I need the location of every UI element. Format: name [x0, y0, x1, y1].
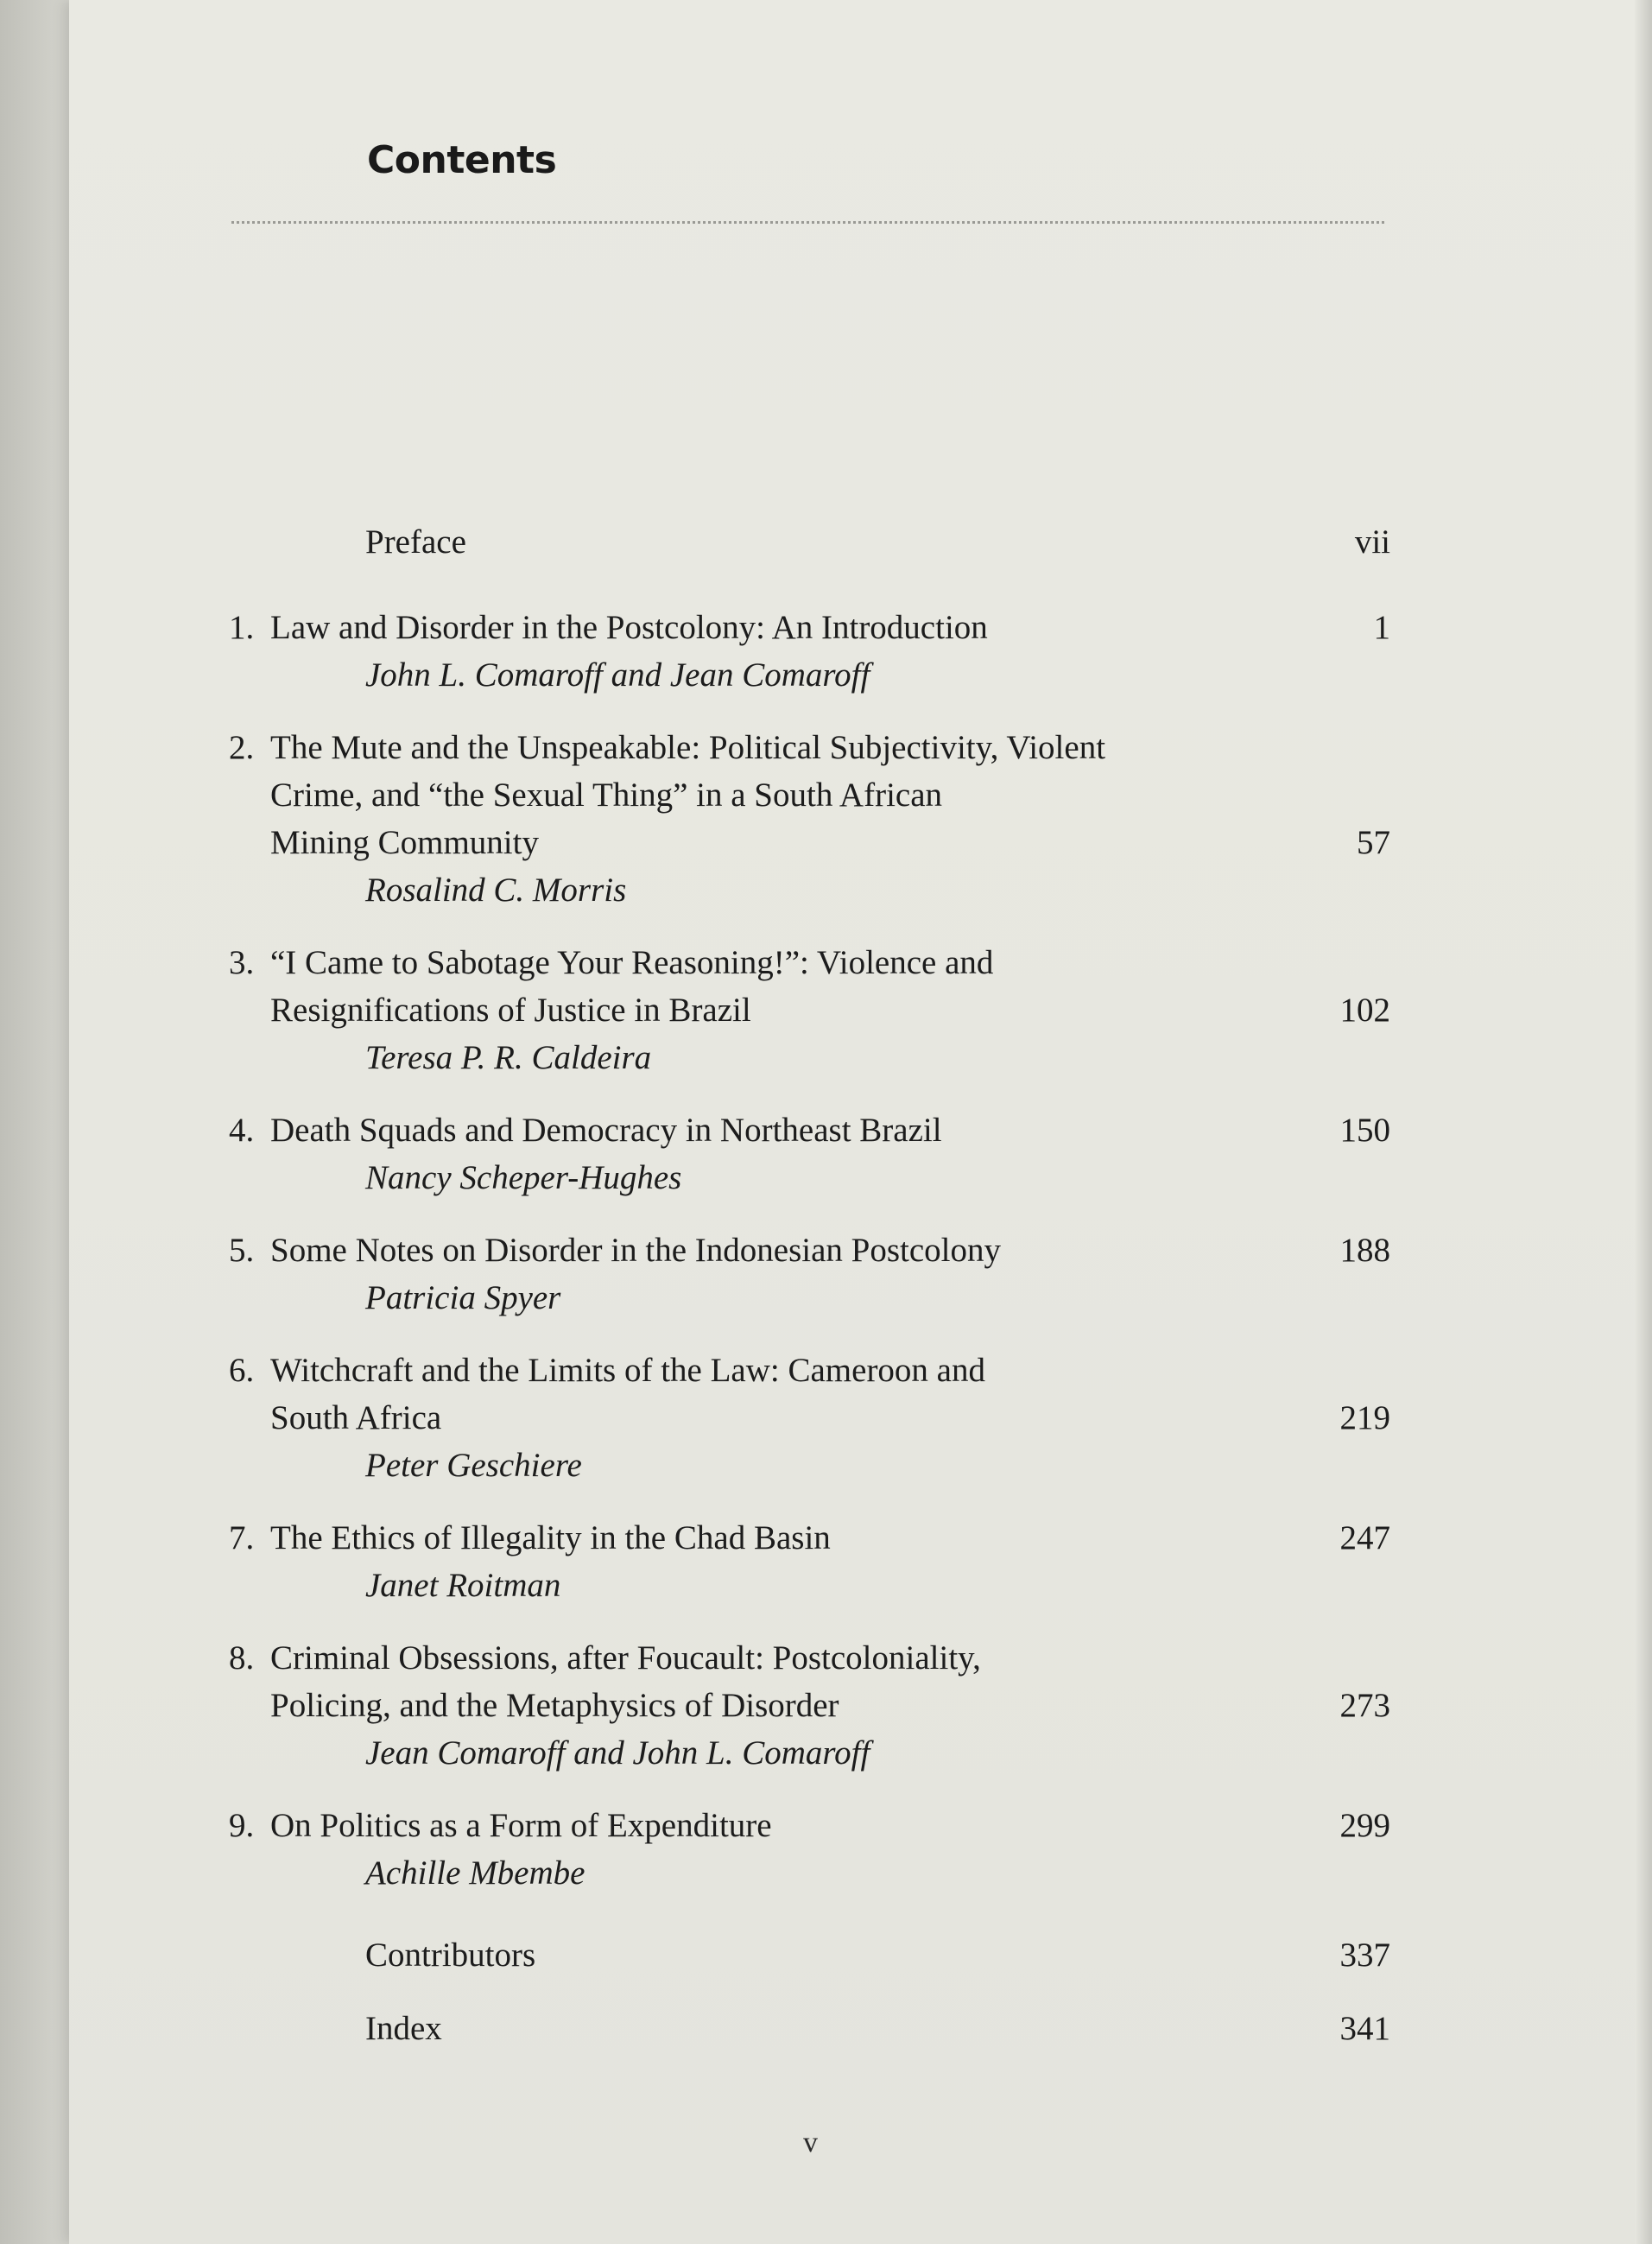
- chapter-number: 9.: [229, 1807, 255, 1844]
- chapter-title-line: The Mute and the Unspeakable: Political Subjectivity, Violent: [270, 729, 1106, 766]
- entry-page-number: 150: [1339, 1112, 1390, 1149]
- chapter-number: 4.: [229, 1112, 255, 1149]
- toc-line: [229, 1634, 1390, 1682]
- chapter-title-line: Crime, and “the Sexual Thing” in a South African: [270, 777, 943, 814]
- entry-page-number: 341: [1339, 2010, 1390, 2047]
- chapter-number: 7.: [229, 1519, 255, 1556]
- toc-line: [229, 1682, 1390, 1729]
- toc-line: [229, 1347, 1390, 1394]
- chapter-title-line: Witchcraft and the Limits of the Law: Cameroon and: [270, 1352, 985, 1389]
- chapter-title-line: The Ethics of Illegality in the Chad Basin: [270, 1519, 831, 1556]
- chapter-number: 5.: [229, 1232, 255, 1269]
- toc-line: [229, 866, 1390, 914]
- chapter-author: Rosalind C. Morris: [365, 872, 627, 909]
- toc-line: [229, 724, 1390, 771]
- toc-line: [229, 1849, 1390, 1897]
- entry-page-number: 1: [1373, 609, 1390, 646]
- facing-page-edge: [0, 0, 69, 2244]
- toc-line: [229, 1394, 1390, 1442]
- chapter-title-line: Criminal Obsessions, after Foucault: Postcoloniality,: [270, 1639, 981, 1677]
- chapter-title-line: South Africa: [270, 1399, 442, 1436]
- toc-line: [229, 1931, 1390, 1979]
- toc-entry-chapter-9: [229, 1802, 1390, 1897]
- chapter-author: Peter Geschiere: [365, 1447, 582, 1484]
- chapter-title-line: Some Notes on Disorder in the Indonesian Postcolony: [270, 1232, 1001, 1269]
- page-folio: v: [803, 2127, 818, 2158]
- entry-page-number: vii: [1354, 523, 1390, 561]
- toc-entry-chapter-5: [229, 1227, 1390, 1322]
- heading-dotted-rule: [231, 221, 1384, 224]
- chapter-author: Nancy Scheper-Hughes: [365, 1159, 682, 1196]
- toc-line: [229, 1227, 1390, 1274]
- chapter-number: 3.: [229, 944, 255, 981]
- chapter-title-line: Law and Disorder in the Postcolony: An Introduction: [270, 609, 988, 646]
- entry-page-number: 102: [1339, 992, 1390, 1029]
- chapter-title-line: On Politics as a Form of Expenditure: [270, 1807, 772, 1844]
- toc-line: [229, 939, 1390, 986]
- chapter-author: Achille Mbembe: [365, 1854, 585, 1892]
- toc-line: [229, 2005, 1390, 2052]
- entry-page-number: 299: [1339, 1807, 1390, 1844]
- entry-page-number: 247: [1339, 1519, 1390, 1556]
- toc-line: [229, 518, 1390, 566]
- contents-heading: Contents: [367, 138, 557, 182]
- toc-entry-index: [229, 2005, 1390, 2052]
- toc-line: [229, 1562, 1390, 1609]
- entry-page-number: 57: [1357, 824, 1390, 861]
- chapter-title-line: Policing, and the Metaphysics of Disorder: [270, 1687, 839, 1724]
- entry-page-number: 337: [1339, 1937, 1390, 1974]
- toc-entry-chapter-7: [229, 1514, 1390, 1609]
- toc-line: [229, 1802, 1390, 1849]
- entry-title: Contributors: [365, 1937, 536, 1974]
- toc-line: [229, 1106, 1390, 1154]
- toc-entry-preface: [229, 518, 1390, 566]
- entry-title: Index: [365, 2010, 442, 2047]
- entry-page-number: 219: [1339, 1399, 1390, 1436]
- toc-line: [229, 771, 1390, 819]
- toc-entry-chapter-3: [229, 939, 1390, 1081]
- chapter-title-line: Death Squads and Democracy in Northeast Brazil: [270, 1112, 942, 1149]
- toc-line: [229, 1729, 1390, 1777]
- toc-entry-chapter-1: [229, 604, 1390, 699]
- toc-entry-contributors: [229, 1931, 1390, 1979]
- chapter-number: 6.: [229, 1352, 255, 1389]
- toc-line: [229, 1154, 1390, 1201]
- chapter-number: 8.: [229, 1639, 255, 1677]
- toc-line: [229, 1514, 1390, 1562]
- toc-entry-chapter-4: [229, 1106, 1390, 1201]
- chapter-title-line: Mining Community: [270, 824, 539, 861]
- entry-page-number: 273: [1339, 1687, 1390, 1724]
- page-right-edge: [1635, 0, 1652, 2244]
- chapter-author: Teresa P. R. Caldeira: [365, 1039, 652, 1076]
- toc-entry-chapter-8: [229, 1634, 1390, 1777]
- chapter-author: Janet Roitman: [365, 1567, 561, 1604]
- toc-line: [229, 986, 1390, 1034]
- toc-line: [229, 819, 1390, 866]
- chapter-number: 1.: [229, 609, 255, 646]
- chapter-author: John L. Comaroff and Jean Comaroff: [365, 656, 870, 694]
- chapter-number: 2.: [229, 729, 255, 766]
- toc-entry-chapter-2: [229, 724, 1390, 914]
- toc-line: [229, 1034, 1390, 1081]
- chapter-author: Jean Comaroff and John L. Comaroff: [365, 1734, 870, 1772]
- toc-line: [229, 604, 1390, 651]
- chapter-title-line: “I Came to Sabotage Your Reasoning!”: Violence and: [270, 944, 994, 981]
- entry-page-number: 188: [1339, 1232, 1390, 1269]
- table-of-contents: [229, 518, 1390, 2052]
- toc-line: [229, 651, 1390, 699]
- chapter-title-line: Resignifications of Justice in Brazil: [270, 992, 751, 1029]
- toc-line: [229, 1442, 1390, 1489]
- toc-line: [229, 1274, 1390, 1322]
- chapter-author: Patricia Spyer: [365, 1279, 561, 1316]
- toc-entry-chapter-6: [229, 1347, 1390, 1489]
- entry-title: Preface: [365, 523, 466, 561]
